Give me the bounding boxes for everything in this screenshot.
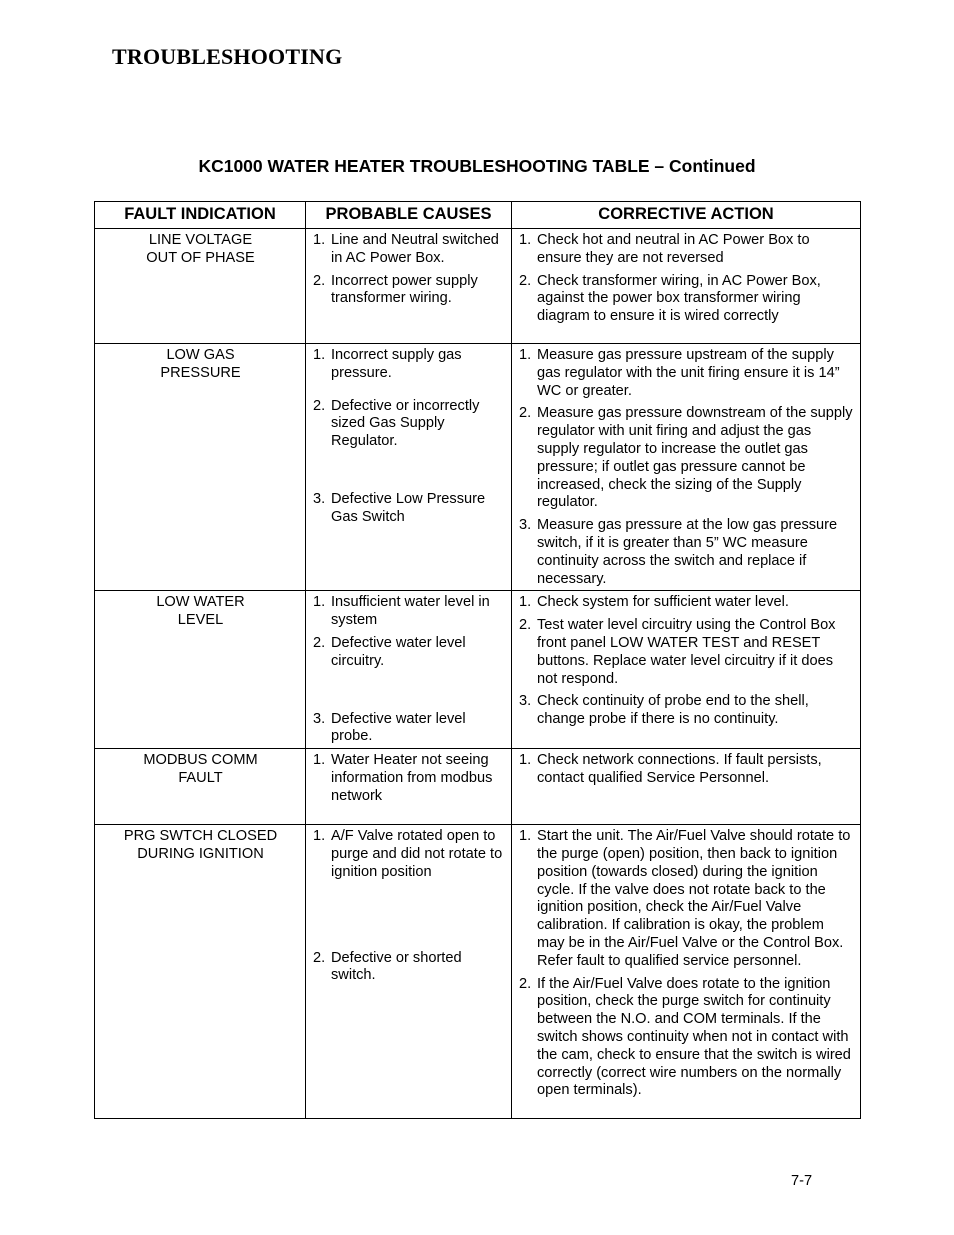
corrective-action-cell	[512, 229, 861, 344]
corrective-action-cell	[512, 749, 861, 825]
column-header-causes: PROBABLE CAUSES	[306, 202, 512, 229]
fault-line: LINE VOLTAGE	[148, 232, 253, 248]
action-item: 2. Measure gas pressure downstream of the supply regulator with unit firing and adjust the gas supply regulator to increase the outlet gas pressure; if outlet gas pressure cannot be increased, check the sizing of the Supply regulator.	[519, 405, 853, 511]
fault-indication-cell	[95, 749, 306, 825]
cause-item: 1. A/F Valve rotated open to purge and did not rotate to ignition position	[313, 828, 503, 880]
cause-item: 1. Insufficient water level in system	[313, 594, 490, 629]
fault-line: MODBUS COMM	[143, 752, 258, 769]
column-header-action: CORRECTIVE ACTION	[512, 202, 861, 229]
column-header-fault: FAULT INDICATION	[95, 202, 306, 229]
fault-line: LOW GAS	[166, 347, 235, 363]
fault-indication-cell	[95, 229, 306, 344]
cause-item: 2. Defective or incorrectly sized Gas Supply Regulator.	[313, 397, 480, 450]
table-title: KC1000 WATER HEATER TROUBLESHOOTING TABLE – Continued	[198, 156, 756, 176]
fault-line: FAULT	[178, 769, 223, 786]
probable-causes-cell	[306, 825, 512, 1119]
cause-item: 1. Incorrect supply gas pressure.	[313, 347, 462, 381]
probable-causes-cell	[306, 591, 512, 749]
cause-item: 2. Defective or shorted switch.	[313, 949, 462, 984]
table-row	[95, 825, 861, 1119]
cause-item: 2. Incorrect power supply transformer wiring.	[313, 272, 478, 307]
probable-causes-cell	[306, 344, 512, 591]
action-item: 3. Measure gas pressure at the low gas pressure switch, if it is greater than 5” WC measure continuity across the switch and replace if necessary.	[519, 517, 838, 587]
probable-causes-cell	[306, 229, 512, 344]
cause-item: 1. Line and Neutral switched in AC Power Box.	[313, 232, 499, 266]
section-header: TROUBLESHOOTING	[112, 44, 343, 69]
table-row	[95, 344, 861, 591]
corrective-action-cell	[512, 344, 861, 591]
action-item: 3. Check continuity of probe end to the shell, change probe if there is no continuity.	[519, 693, 809, 728]
corrective-action-cell	[512, 825, 861, 1119]
table-header-row	[95, 202, 861, 229]
cause-item: 2. Defective water level circuitry.	[313, 634, 466, 669]
fault-line: PRG SWTCH CLOSED	[123, 828, 278, 845]
action-item: 2. Check transformer wiring, in AC Power Box, against the power box transformer wiring diagram to ensure it is wired correctly	[519, 272, 821, 325]
action-item: 1. Measure gas pressure upstream of the supply gas regulator with the unit firing ensure it is 14” WC or greater.	[519, 347, 840, 399]
fault-line: LOW WATER	[156, 594, 245, 611]
fault-indication-cell	[95, 344, 306, 591]
table-row	[95, 749, 861, 825]
probable-causes-cell	[306, 749, 512, 825]
fault-indication-cell	[95, 825, 306, 1119]
corrective-action-cell	[512, 591, 861, 749]
fault-line: LEVEL	[177, 612, 224, 629]
cause-item: 3. Defective water level probe.	[313, 710, 466, 745]
fault-indication-cell	[95, 591, 306, 749]
action-item: 1. Check hot and neutral in AC Power Box to ensure they are not reversed	[519, 232, 810, 266]
troubleshooting-table	[94, 201, 861, 1119]
action-item: 2. Test water level circuitry using the Control Box front panel LOW WATER TEST and RESET buttons. Replace water level circuitry if it does not respond.	[519, 617, 836, 687]
cause-item: 1. Water Heater not seeing information from modbus network	[313, 752, 493, 804]
fault-line: OUT OF PHASE	[146, 249, 255, 266]
action-item: 1. Check system for sufficient water level.	[519, 594, 789, 611]
action-item: 2. If the Air/Fuel Valve does rotate to the ignition position, check the purge switch for continuity between the N.O. and COM terminals. If the switch shows continuity when not in contact with the cam, check to ensure that the switch is wired correctly (correct wire numbers on the normally open terminals).	[519, 975, 851, 1099]
page-number: 7-7	[791, 1173, 813, 1189]
action-item: 1. Check network connections. If fault persists, contact qualified Service Personnel.	[519, 752, 822, 786]
fault-line: DURING IGNITION	[137, 845, 264, 862]
cause-item: 3. Defective Low Pressure Gas Switch	[313, 490, 486, 525]
fault-line: PRESSURE	[160, 364, 241, 381]
table-row	[95, 229, 861, 344]
action-item: 1. Start the unit. The Air/Fuel Valve should rotate to the purge (open) position, then back to ignition position (towards closed) during the ignition cycle. If the valve does not rotate back to the ignition position, check the Air/Fuel Valve calibration. If calibration is okay, the problem may be in the Air/Fuel Valve or the Control Box. Refer fault to qualified service personnel.	[519, 828, 851, 969]
table-row	[95, 591, 861, 749]
